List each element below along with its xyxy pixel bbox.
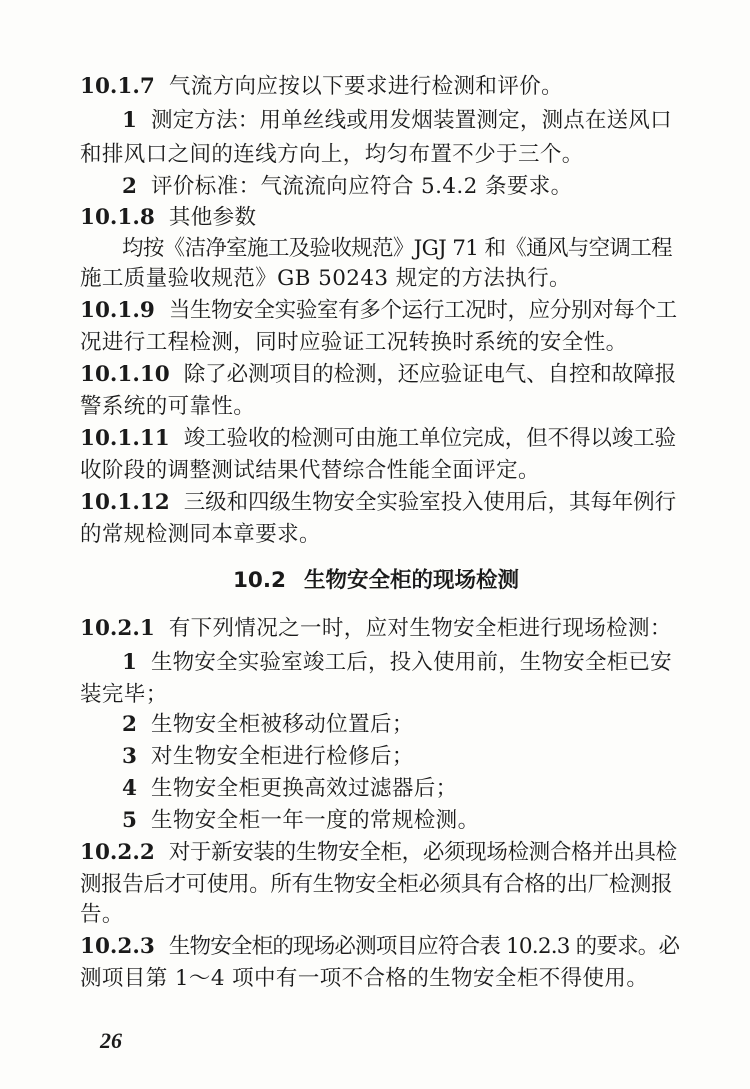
section-heading-10-2: 10.2 生物安全柜的现场检测 (232, 568, 520, 593)
text-line: 和排风口之间的连线方向上，均匀布置不少于三个。 (80, 142, 584, 167)
clause-item-2: 2 生物安全柜被移动位置后； (122, 712, 414, 737)
clause-10-2-1: 10.2.1 有下列情况之一时，应对生物安全柜进行现场检测： (80, 616, 672, 641)
text-line: 警系统的可靠性。 (80, 394, 256, 419)
clause-10-1-8: 10.1.8 其他参数 (80, 205, 257, 230)
clause-item-2: 2 评价标准：气流流向应符合 5.4.2 条要求。 (122, 174, 573, 199)
page-number: 26 (100, 1028, 122, 1053)
clause-10-1-7: 10.1.7 气流方向应按以下要求进行检测和评价。 (80, 74, 564, 99)
clause-10-1-9: 10.1.9 当生物安全实验室有多个运行工况时，应分别对每个工 (80, 298, 677, 323)
text-line: 测项目第 1～4 项中有一项不合格的生物安全柜不得使用。 (80, 966, 649, 991)
clause-10-2-2: 10.2.2 对于新安装的生物安全柜，必须现场检测合格并出具检 (80, 840, 677, 865)
clause-10-1-10: 10.1.10 除了必测项目的检测，还应验证电气、自控和故障报 (80, 362, 676, 387)
clause-item-1: 1 测定方法：用单丝线或用发烟装置测定，测点在送风口 (122, 108, 672, 133)
text-line: 装完毕； (80, 682, 168, 707)
clause-item-3: 3 对生物安全柜进行检修后； (122, 744, 414, 769)
text-line: 均按《洁净室施工及验收规范》JGJ 71 和《通风与空调工程 (122, 236, 672, 261)
clause-item-5: 5 生物安全柜一年一度的常规检测。 (122, 808, 480, 833)
text-line: 收阶段的调整测试结果代替综合性能全面评定。 (80, 458, 540, 483)
text-line: 告。 (80, 902, 124, 927)
clause-item-1: 1 生物安全实验室竣工后，投入使用前，生物安全柜已安 (122, 650, 672, 675)
text-line: 况进行工程检测，同时应验证工况转换时系统的安全性。 (80, 330, 628, 355)
text-line: 的常规检测同本章要求。 (80, 522, 321, 547)
clause-10-2-3: 10.2.3 生物安全柜的现场必测项目应符合表 10.2.3 的要求。必 (80, 934, 680, 959)
text-line: 测报告后才可使用。所有生物安全柜必须具有合格的出厂检测报 (80, 872, 673, 897)
clause-item-4: 4 生物安全柜更换高效过滤器后； (122, 776, 458, 801)
text-line: 施工质量验收规范》GB 50243 规定的方法执行。 (80, 266, 571, 291)
clause-10-1-11: 10.1.11 竣工验收的检测可由施工单位完成，但不得以竣工验 (80, 426, 676, 451)
clause-10-1-12: 10.1.12 三级和四级生物安全实验室投入使用后，其每年例行 (80, 490, 676, 515)
